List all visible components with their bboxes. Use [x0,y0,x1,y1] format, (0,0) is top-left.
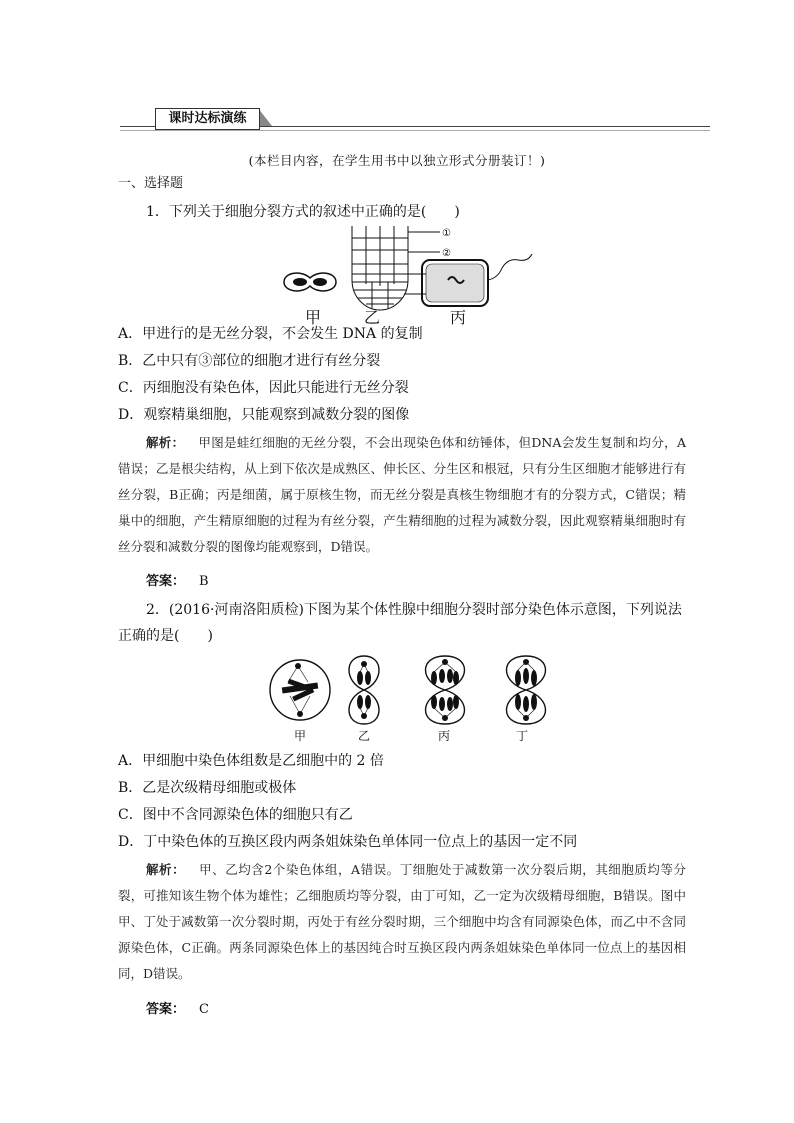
header-tab-shadow [258,108,274,128]
q2-cell-ding [507,656,546,724]
q1-option-a: A．甲进行的是无丝分裂，不会发生 DNA 的复制 [118,326,423,342]
q2-analysis-label: 解析： [146,862,186,877]
binding-note: (本栏目内容，在学生用书中以独立形式分册装订！) [248,153,546,168]
q2-figure [268,652,558,726]
q2-label-ding: 丁 [516,729,529,743]
q2-answer-value: C [199,1002,209,1017]
q2-option-c: C．图中不含同源染色体的细胞只有乙 [118,807,353,823]
q1-label-jia: 甲 [305,308,322,327]
header-rule-secondary [120,130,710,131]
q1-label-yi: 乙 [364,308,381,327]
q1-answer-value: B [199,574,209,589]
section-title: 一、选择题 [118,176,184,191]
q1-analysis [118,430,686,560]
q2-answer-label: 答案： [146,1002,186,1017]
q2-label-jia: 甲 [294,729,307,743]
q1-marker-2: ② [442,248,451,259]
q2-stem-line1: 2．(2016·河南洛阳质检)下图为某个体性腺中细胞分裂时部分染色体示意图，下列说法 [146,602,682,618]
q1-option-b: B．乙中只有③部位的细胞才进行有丝分裂 [118,353,381,369]
q1-marker-1: ① [442,228,451,239]
q1-stem: 1．下列关于细胞分裂方式的叙述中正确的是( ) [146,204,460,220]
q2-option-d: D．丁中染色体的互换区段内两条姐妹染色单体同一位点上的基因一定不同 [118,834,578,850]
q1-label-bing: 丙 [450,308,467,327]
q2-answer [146,998,209,1017]
q1-answer-label: 答案： [146,574,186,589]
q2-analysis [118,857,686,987]
q1-option-d: D．观察精巢细胞，只能观察到减数分裂的图像 [118,407,410,423]
q1-fig-jia [284,273,336,291]
section-header-tab: 课时达标演练 [155,108,260,130]
q1-option-c: C．丙细胞没有染色体，因此只能进行无丝分裂 [118,380,409,396]
q2-option-a: A．甲细胞中染色体组数是乙细胞中的 2 倍 [118,753,384,769]
q2-stem-line2: 正确的是( ) [118,628,213,644]
q1-analysis-text: 甲图是蛙红细胞的无丝分裂，不会出现染色体和纺锤体，但DNA会发生复制和均分，A错误；乙是根尖结构，从上到下依次是成熟区、伸长区、分生区和根冠，只有分生区细胞才能够进行有丝分裂，B正确；丙是细菌，属于原核生物，而无丝分裂是真核生物细胞才有的分裂方式，C错误；精巢中的细胞，产生精原细胞的过程为有丝分裂，产生精细胞的过程为减数分裂，因此观察精巢细胞时有丝分裂和减数分裂的图像均能观察到，D错误。 [118,435,686,554]
q2-analysis-text: 甲、乙均含2个染色体组，A错误。丁细胞处于减数第一次分裂后期，其细胞质均等分裂，可推知该生物个体为雄性；乙细胞质均等分裂，由丁可知，乙一定为次级精母细胞，B错误。图中甲、丁处于减数第一次分裂时期，丙处于有丝分裂时期，三个细胞中均含有同源染色体，而乙中不含同源染色体，C正确。两条同源染色体上的基因纯合时互换区段内两条姐妹染色单体同一位点上的基因相同，D错误。 [118,862,686,981]
q1-analysis-label: 解析： [146,435,185,450]
q1-figure [270,224,560,316]
q1-answer [146,570,209,589]
q2-label-bing: 丙 [438,729,451,743]
q2-cell-bing [426,656,465,724]
q1-fig-bing [422,254,532,306]
q2-option-b: B．乙是次级精母细胞或极体 [118,780,297,796]
q2-label-yi: 乙 [358,729,371,743]
